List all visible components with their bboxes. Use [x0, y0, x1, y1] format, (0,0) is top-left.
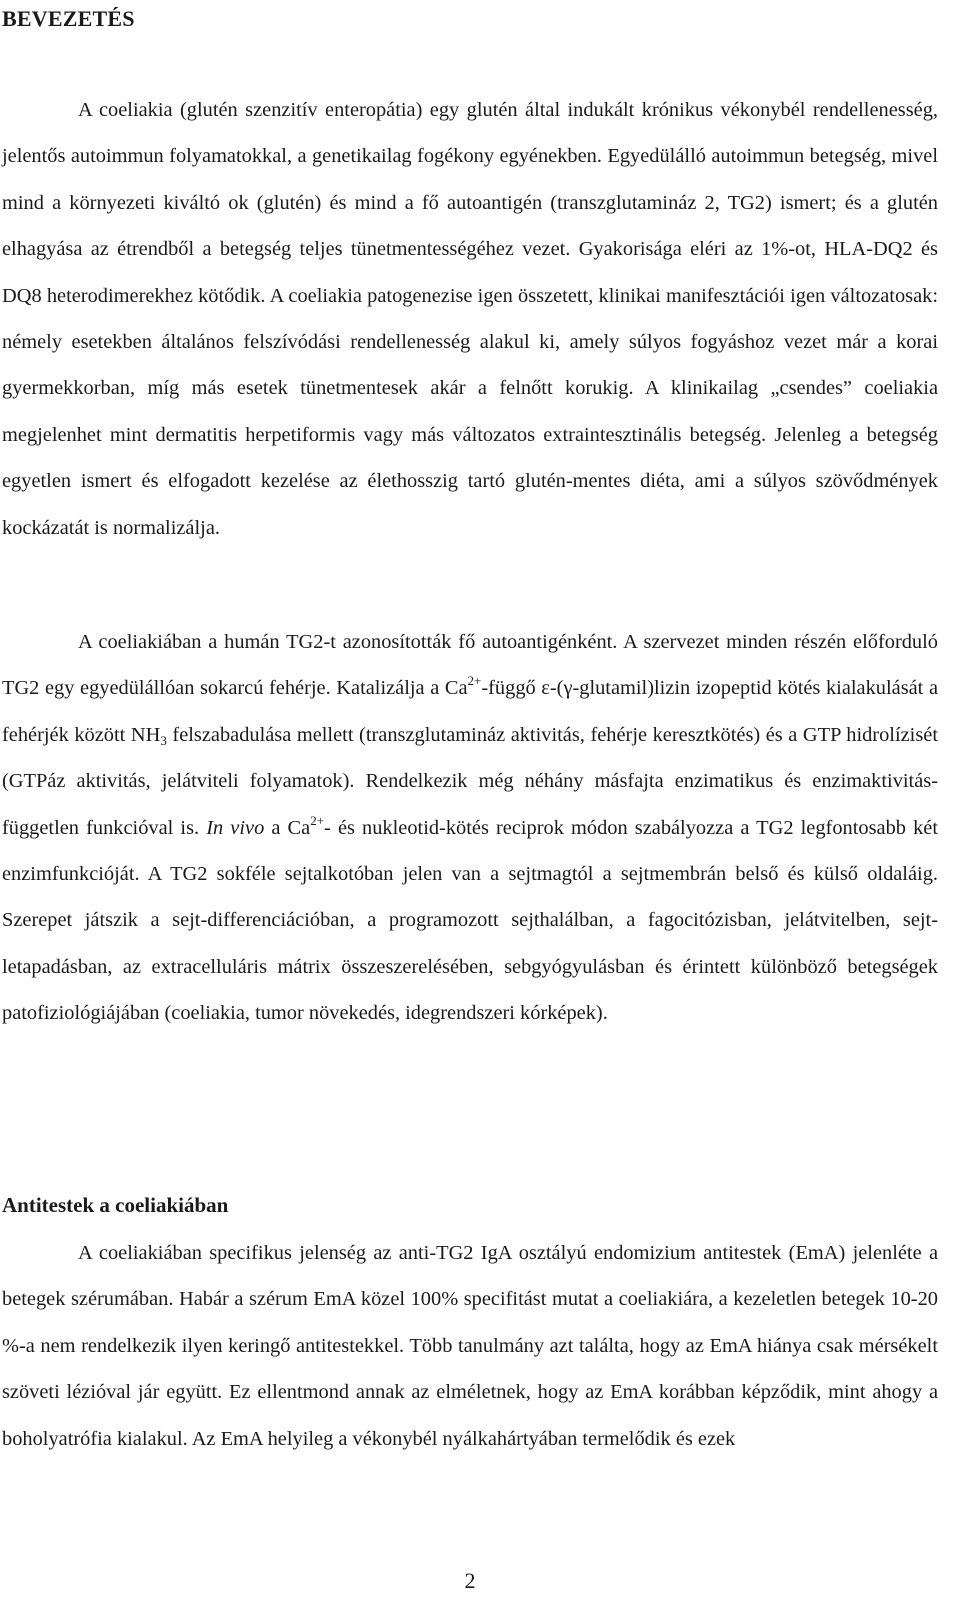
paragraph-antibodies — [2, 1230, 938, 1462]
chapter-heading: BEVEZETÉS — [2, 6, 135, 31]
antibody-text-block — [2, 1230, 938, 1462]
paragraph-2-text-c: felszabadulása mellett (transzglutamináz aktivitás, fehérje keresztkötés) és a GTP hidrolízisét (GTPáz aktivitás, jelátviteli folyamatok). Rendelkezik még néhány másfajta enzimatikus és enzimaktivitás-független funkcióval is. — [2, 723, 938, 839]
paragraph-2-text-e: - és nukleotid-kötés reciprok módon szabályozza a TG2 legfontosabb két enzimfunkcióját. A TG2 sokféle sejtalkotóban jelen van a sejtmagtól a sejtmembrán belső és külső oldaláig. Szerepet játszik a sejt-differenciációban, a programozott sejthalálban, a fagocitózisban, jelátvitelben, sejt-letapadásban, az extracelluláris mátrix összeszerelésében, sebgyógyulásban és érintett különböző betegségek patofiziológiájában (coeliakia, tumor növekedés, idegrendszeri kórképek). — [2, 816, 938, 1025]
subscript-nh3: 3 — [160, 732, 167, 748]
paragraph-2-text-d: a Ca — [264, 816, 311, 839]
italic-in-vivo: In vivo — [206, 816, 265, 839]
paragraph-1-text: A coeliakia (glutén szenzitív enteropátia) egy glutén által indukált krónikus vékonybél rendellenesség, jelentős autoimmun folyamatokkal, a genetikailag fogékony egyénekben. Egyedülálló autoimmun betegség, mivel mind a környezeti kiváltó ok (glutén) és mind a fő autoantigén (transzglutamináz 2, TG2) ismert; és a glutén elhagyása az étrendből a betegség teljes tünetmentességéhez vezet. Gyakorisága eléri az 1%-ot, HLA-DQ2 és DQ8 heterodimerekhez kötődik. A coeliakia patogenezise igen összetett, klinikai manifesztációi igen változatosak: némely esetekben általános felszívódási rendellenesség alakul ki, amely súlyos fogyáshoz vezet már a korai gyermekkorban, míg más esetek tünetmentesek akár a felnőtt korukig. A klinikailag „csendes” coeliakia megjelenhet mint dermatitis herpetiformis vagy más változatos extraintesztinális betegség. Jelenleg a betegség egyetlen ismert és elfogadott kezelése az élethosszig tartó glutén-mentes diéta, ami a súlyos szövődmények kockázatát is normalizálja. — [2, 99, 938, 539]
superscript-charge-2: 2+ — [310, 812, 325, 828]
intro-text-block — [2, 87, 938, 551]
tg2-text-block — [2, 619, 938, 1037]
section-heading-antibodies: Antitestek a coeliakiában — [2, 1193, 229, 1217]
page-number: 2 — [464, 1568, 476, 1593]
paragraph-2-text-b: -függő ε-(γ-glutamil)lizin izopeptid kötés kialakulását a fehérjék között NH — [2, 677, 938, 746]
paragraph-3-text: A coeliakiában specifikus jelenség az anti-TG2 IgA osztályú endomizium antitestek (EmA) jelenléte a betegek szérumában. Habár a szérum EmA közel 100% specifitást mutat a coeliakiára, a kezeletlen betegek 10-20 %-a nem rendelkezik ilyen keringő antitestekkel. Több tanulmány azt találta, hogy az EmA hiánya csak mérsékelt szöveti lézióval jár együtt. Ez ellentmond annak az elméletnek, hogy az EmA korábban képződik, mint ahogy a boholyatrófia kialakul. Az EmA helyileg a vékonybél nyálkahártyában termelődik és ezek — [2, 1242, 938, 1450]
superscript-charge: 2+ — [467, 673, 482, 689]
paragraph-2-text-a: A coeliakiában a humán TG2-t azonosították fő autoantigénként. A szervezet minden részén előforduló TG2 egy egyedülállóan sokarcú fehérje. Katalizálja a Ca — [2, 631, 938, 700]
paragraph-coeliakia-intro — [2, 87, 938, 551]
paragraph-tg2 — [2, 619, 938, 1037]
